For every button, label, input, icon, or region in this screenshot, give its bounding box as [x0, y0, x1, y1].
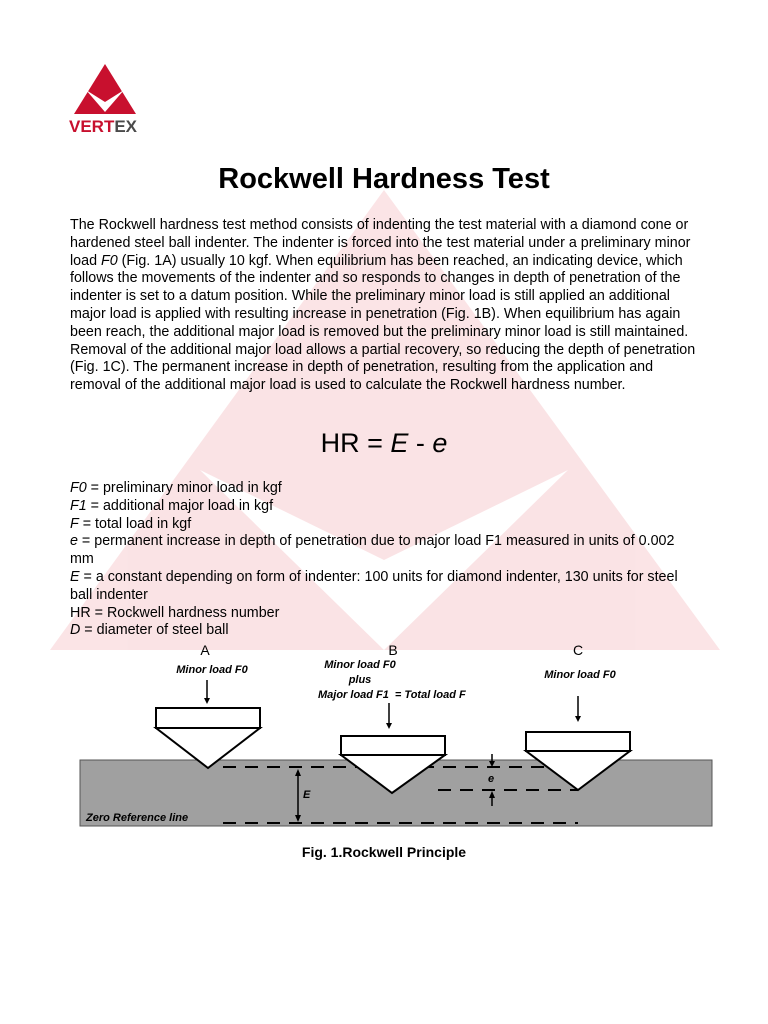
- label-a: A: [200, 642, 210, 658]
- formula-e: e: [432, 428, 448, 458]
- definition-text: = permanent increase in depth of penetration due to major load F1 measured in units of 0.002 mm: [70, 533, 675, 568]
- dim-E-label: E: [303, 789, 311, 801]
- label-b: B: [388, 642, 398, 658]
- definition-item: [70, 480, 700, 498]
- b-load-arrowhead: [386, 723, 392, 729]
- page-title: Rockwell Hardness Test: [218, 163, 550, 195]
- a-load-arrowhead: [204, 698, 210, 704]
- indenter-b-body: [341, 736, 445, 755]
- intro-f0-symbol: F0: [101, 252, 118, 269]
- a-minor-load-label: Minor load F0: [176, 664, 248, 676]
- logo-text-vert: VERT: [69, 117, 115, 136]
- definition-symbol: F0: [70, 480, 87, 496]
- definition-item: [70, 498, 700, 516]
- indenter-a-body: [156, 708, 260, 728]
- definition-symbol: F: [70, 515, 79, 532]
- definition-item: [70, 622, 700, 640]
- definition-item: [70, 516, 700, 534]
- b-minor-load-label: Minor load F0: [324, 659, 396, 671]
- definition-text: = total load in kgf: [78, 515, 192, 532]
- intro-text-2: (Fig. 1A) usually 10 kgf. When equilibrium has been reached, an indicating device, which follows the movements of the indenter and so responds to changes in depth of penetration of the indenter is set to a datum position. While the preliminary minor load is still applied an additional major load is applied with resulting increase in penetration (Fig. 1B). When equilibrium has again been reach, the additional major load is removed but the preliminary minor load is still maintained. Removal of the additional major load allows a partial recovery, so reducing the depth of penetration (Fig. 1C). The permanent increase in depth of penetration, resulting from the application and removal of the additional major load is used to calculate the Rockwell hardness number.: [70, 252, 696, 394]
- definition-text: = Rockwell hardness number: [90, 604, 280, 621]
- formula-minus: -: [408, 428, 433, 458]
- c-minor-load-label: Minor load F0: [544, 669, 616, 681]
- zero-reference-label: Zero Reference line: [86, 812, 189, 824]
- intro-text-1: The Rockwell hardness test method consists of indenting the test material with a diamond cone or hardened steel ball indenter. The indenter is forced into the test material under a preliminary minor load: [70, 217, 691, 269]
- label-c: C: [572, 642, 584, 658]
- definition-symbol: HR: [70, 604, 91, 621]
- definition-symbol: e: [70, 533, 78, 550]
- definition-item: [70, 605, 700, 623]
- definition-item: [70, 533, 700, 569]
- definition-text: = a constant depending on form of indenter: 100 units for diamond indenter, 130 units for steel ball indenter: [70, 568, 678, 603]
- rockwell-principle-figure: [78, 640, 718, 830]
- b-plus-label: plus: [348, 674, 372, 686]
- b-major-load-label: Major load F1 = Total load F: [318, 689, 466, 701]
- dim-e-label: e: [488, 773, 495, 785]
- definition-text: = preliminary minor load in kgf: [86, 480, 282, 496]
- definition-symbol: E: [70, 568, 80, 585]
- hr-formula: [0, 428, 768, 459]
- formula-lhs: HR =: [320, 428, 391, 458]
- definition-item: [70, 569, 700, 605]
- definition-text: = additional major load in kgf: [86, 497, 274, 514]
- logo-text-ex: EX: [114, 117, 138, 136]
- vertex-logo: [66, 60, 146, 140]
- formula-E: E: [390, 428, 409, 458]
- figure-caption: Fig. 1.Rockwell Principle: [301, 844, 467, 860]
- svg-text:VERTEX: [69, 117, 138, 136]
- definition-text: = diameter of steel ball: [80, 622, 229, 639]
- definition-symbol: F1: [70, 497, 87, 514]
- definition-symbol: D: [70, 622, 81, 639]
- indenter-c-body: [526, 732, 630, 751]
- definitions-list: [70, 480, 700, 640]
- intro-paragraph: [70, 217, 700, 395]
- c-load-arrowhead: [575, 716, 581, 722]
